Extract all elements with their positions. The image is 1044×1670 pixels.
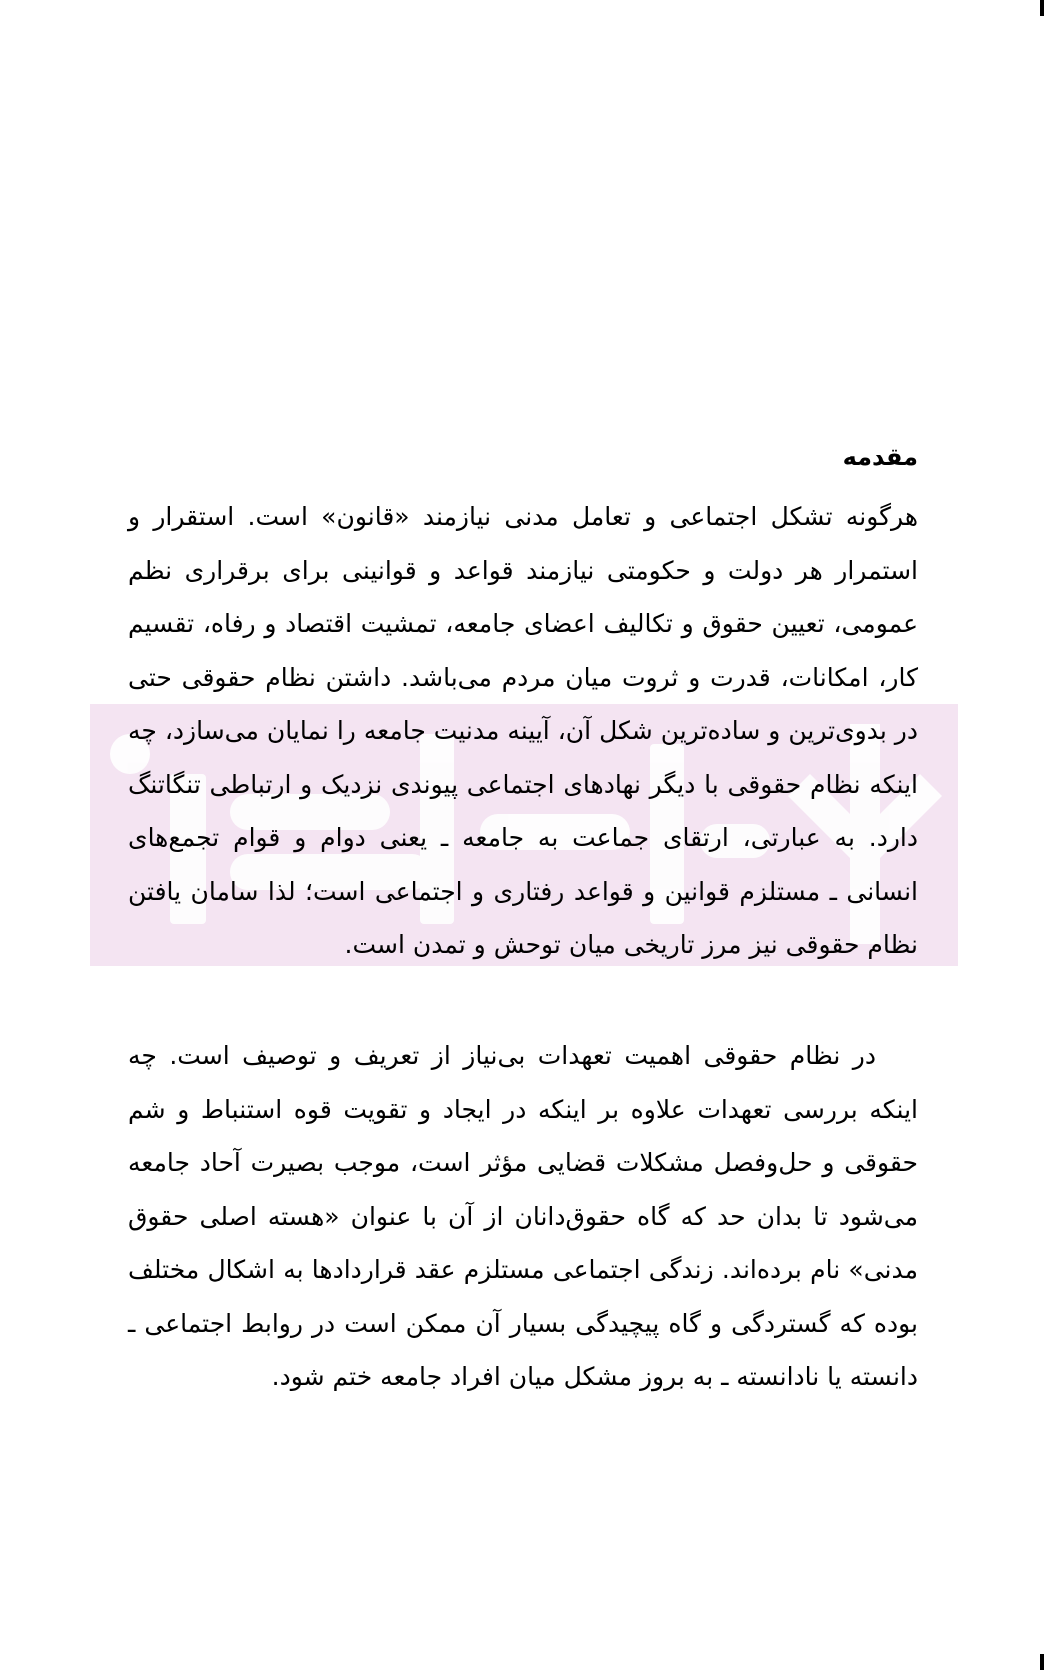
paragraph-2: در نظام حقوقی اهمیت تعهدات بی‌نیاز از تعریف و توصیف است. چه اینکه بررسی تعهدات علاوه بر اینکه در ایجاد و تقویت قوه استنباط و شم حقوقی و حل‌وفصل مشکلات قضایی مؤثر است، موجب بصیرت آحاد جامعه می‌شود تا بدان حد که گاه حقوق‌دانان از آن با عنوان «هسته اصلی حقوق مدنی» نام برده‌اند. زندگی اجتماعی مستلزم عقد قراردادها به اشکال مختلف بوده که گستردگی و گاه پیچیدگی بسیار آن ممکن است در روابط اجتماعی ـ دانسته یا نادانسته ـ به بروز مشکل میان افراد جامعه ختم شود. (128, 1041, 918, 1391)
paragraph-1: هرگونه تشکل اجتماعی و تعامل مدنی نیازمند «قانون» است. استقرار و استمرار هر دولت و حکومتی نیازمند قواعد و قوانینی برای برقراری نظم عمومی، تعیین حقوق و تکالیف اعضای جامعه، تمشیت اقتصاد و رفاه، تقسیم کار، امکانات، قدرت و ثروت میان مردم می‌باشد. داشتن نظام حقوقی حتی در بدوی‌ترین و ساده‌ترین شکل آن، آیینه مدنیت جامعه را نمایان می‌سازد، چه اینکه نظام حقوقی با دیگر نهادهای اجتماعی پیوندی نزدیک و ارتباطی تنگاتنگ دارد. به عبارتی، ارتقای جماعت به جامعه ـ یعنی دوام و قوام تجمع‌های انسانی ـ مستلزم قوانین و قواعد رفتاری و اجتماعی است؛ لذا سامان یافتن نظام حقوقی نیز مرز تاریخی میان توحش و تمدن است. (128, 502, 918, 959)
page-edge-mark-bottom (1040, 1654, 1044, 1670)
page-edge-mark-top (1040, 0, 1044, 16)
section-heading: مقدمه (842, 443, 918, 471)
